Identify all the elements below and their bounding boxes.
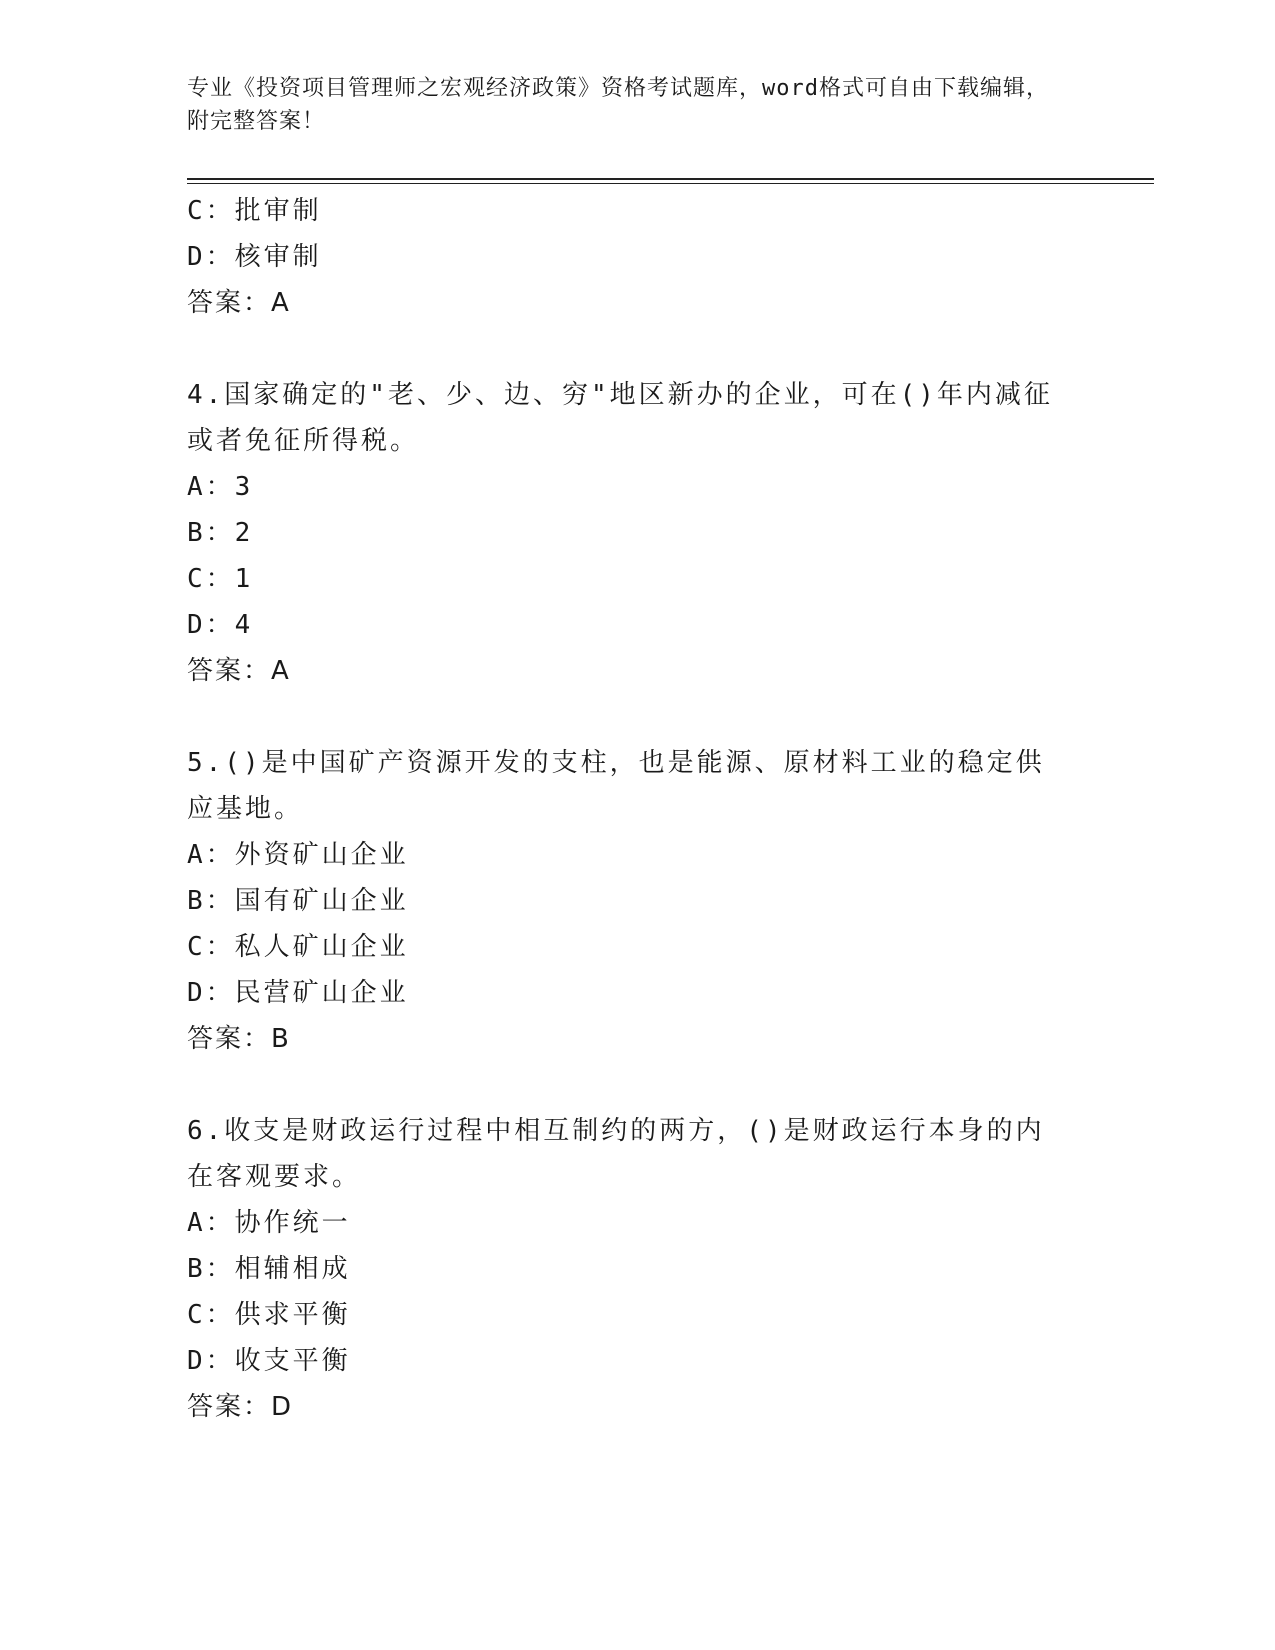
option-a: A：协作统一	[187, 1208, 351, 1238]
header-rule-thin	[187, 183, 1154, 184]
question-stem: 5.()是中国矿产资源开发的支柱，也是能源、原材料工业的稳定供应基地。	[187, 748, 1045, 824]
question-6	[187, 1108, 1067, 1430]
option-b: B：国有矿山企业	[187, 886, 409, 916]
option-d: D：收支平衡	[187, 1346, 351, 1376]
option-b: B：相辅相成	[187, 1254, 351, 1284]
answer-line: 答案：A	[187, 656, 291, 686]
question-stem: 4.国家确定的"老、少、边、穷"地区新办的企业，可在()年内减征或者免征所得税。	[187, 380, 1053, 456]
spacer	[187, 1062, 1067, 1108]
option-b: B：2	[187, 518, 254, 548]
question-content	[187, 188, 1067, 1430]
answer-line: 答案：D	[187, 1392, 294, 1422]
option-c: C：私人矿山企业	[187, 932, 409, 962]
option-c: C：批审制	[187, 196, 322, 226]
option-d: D：核审制	[187, 242, 322, 272]
option-a: A：外资矿山企业	[187, 840, 409, 870]
option-d: D：4	[187, 610, 254, 640]
answer-line: 答案：A	[187, 288, 291, 318]
page-header: 专业《投资项目管理师之宏观经济政策》资格考试题库，word格式可自由下载编辑，附完整答案！	[187, 76, 1049, 134]
option-a: A：3	[187, 472, 254, 502]
header-rule-thick	[187, 178, 1154, 180]
answer-line: 答案：B	[187, 1024, 291, 1054]
spacer	[187, 326, 1067, 372]
question-4	[187, 372, 1067, 694]
question-stem: 6.收支是财政运行过程中相互制约的两方，()是财政运行本身的内在客观要求。	[187, 1116, 1045, 1192]
option-c: C：供求平衡	[187, 1300, 351, 1330]
spacer	[187, 694, 1067, 740]
option-c: C：1	[187, 564, 254, 594]
continued-question	[187, 188, 1067, 326]
question-5	[187, 740, 1067, 1062]
option-d: D：民营矿山企业	[187, 978, 409, 1008]
